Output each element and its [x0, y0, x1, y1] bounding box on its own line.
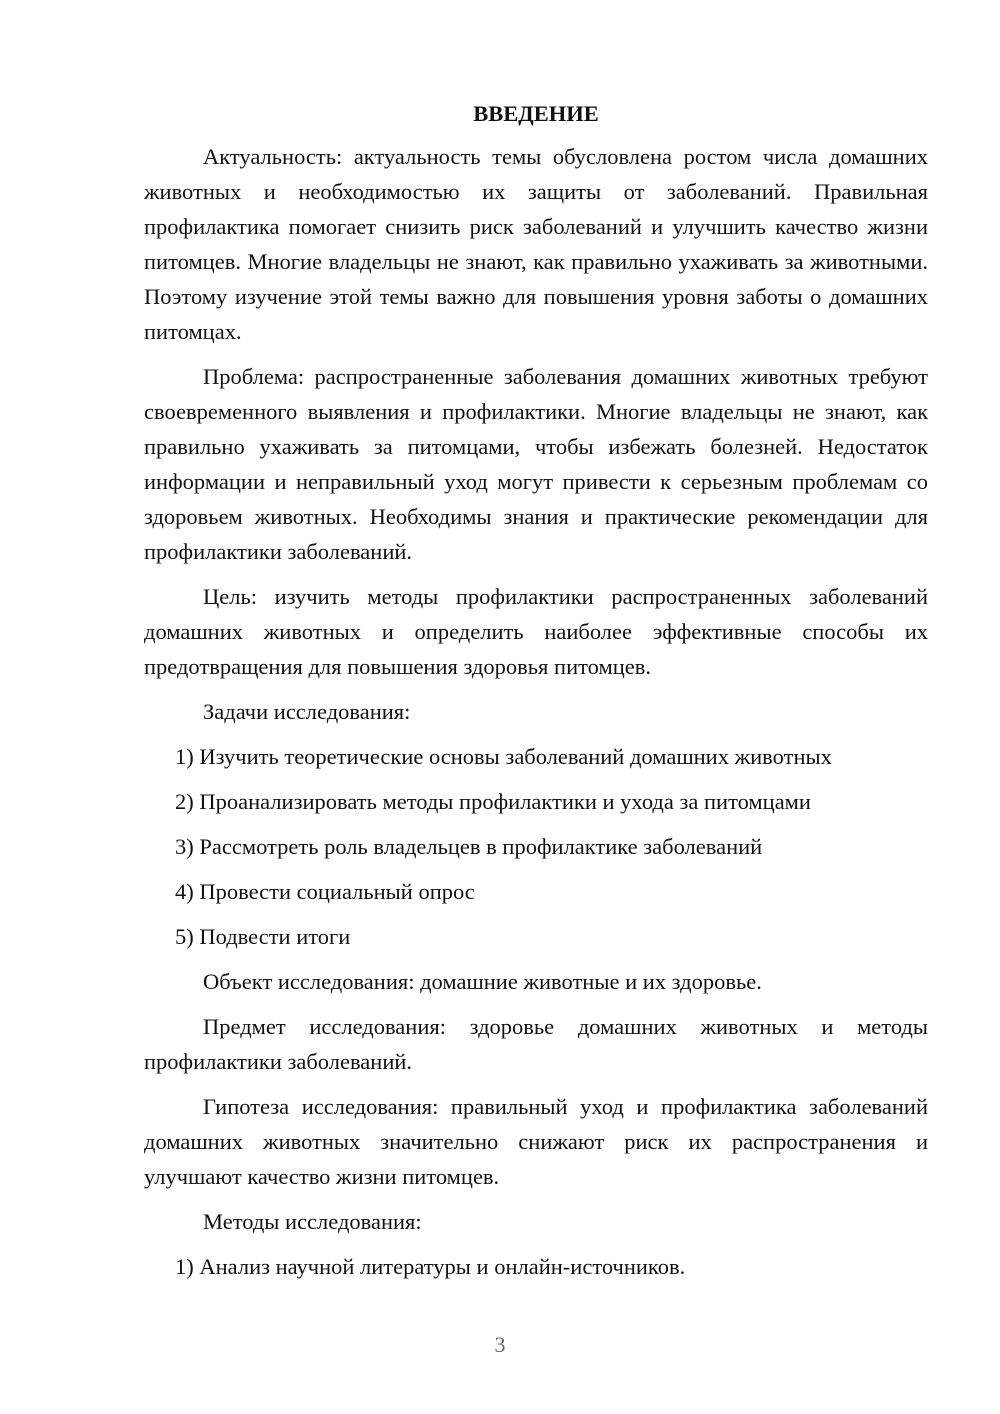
page-content — [144, 96, 928, 1294]
task-item-3: 3) Рассмотреть роль владельцев в профилактике заболеваний — [175, 834, 763, 859]
method-item-1: 1) Анализ научной литературы и онлайн-источников. — [175, 1254, 686, 1279]
tasks-heading: Задачи исследования: — [203, 699, 411, 724]
task-item-4: 4) Провести социальный опрос — [175, 879, 475, 904]
task-item-5: 5) Подвести итоги — [175, 924, 351, 949]
methods-heading: Методы исследования: — [203, 1209, 422, 1234]
object-paragraph: Объект исследования: домашние животные и их здоровье. — [203, 969, 762, 994]
page-title: ВВЕДЕНИЕ — [473, 101, 599, 126]
page-number: 3 — [494, 1332, 506, 1357]
hypothesis-paragraph: Гипотеза исследования: правильный уход и профилактика заболеваний домашних животных значительно снижают риск их распространения и улучшают качество жизни питомцев. — [144, 1094, 928, 1189]
task-item-2: 2) Проанализировать методы профилактики и ухода за питомцами — [175, 789, 811, 814]
problem-paragraph: Проблема: распространенные заболевания домашних животных требуют своевременного выявления и профилактики. Многие владельцы не знают, как правильно ухаживать за питомцами, чтобы избежать болезней. Недостаток информации и неправильный уход могут привести к серьезным проблемам со здоровьем животных. Необходимы знания и практические рекомендации для профилактики заболеваний. — [144, 364, 928, 564]
goal-paragraph: Цель: изучить методы профилактики распространенных заболеваний домашних животных и определить наиболее эффективные способы их предотвращения для повышения здоровья питомцев. — [144, 584, 928, 679]
relevance-paragraph: Актуальность: актуальность темы обусловлена ростом числа домашних животных и необходимостью их защиты от заболеваний. Правильная профилактика помогает снизить риск заболеваний и улучшить качество жизни питомцев. Многие владельцы не знают, как правильно ухаживать за животными. Поэтому изучение этой темы важно для повышения уровня заботы о домашних питомцах. — [144, 144, 928, 344]
task-item-1: 1) Изучить теоретические основы заболеваний домашних животных — [175, 744, 832, 769]
subject-paragraph: Предмет исследования: здоровье домашних животных и методы профилактики заболеваний. — [144, 1014, 928, 1074]
